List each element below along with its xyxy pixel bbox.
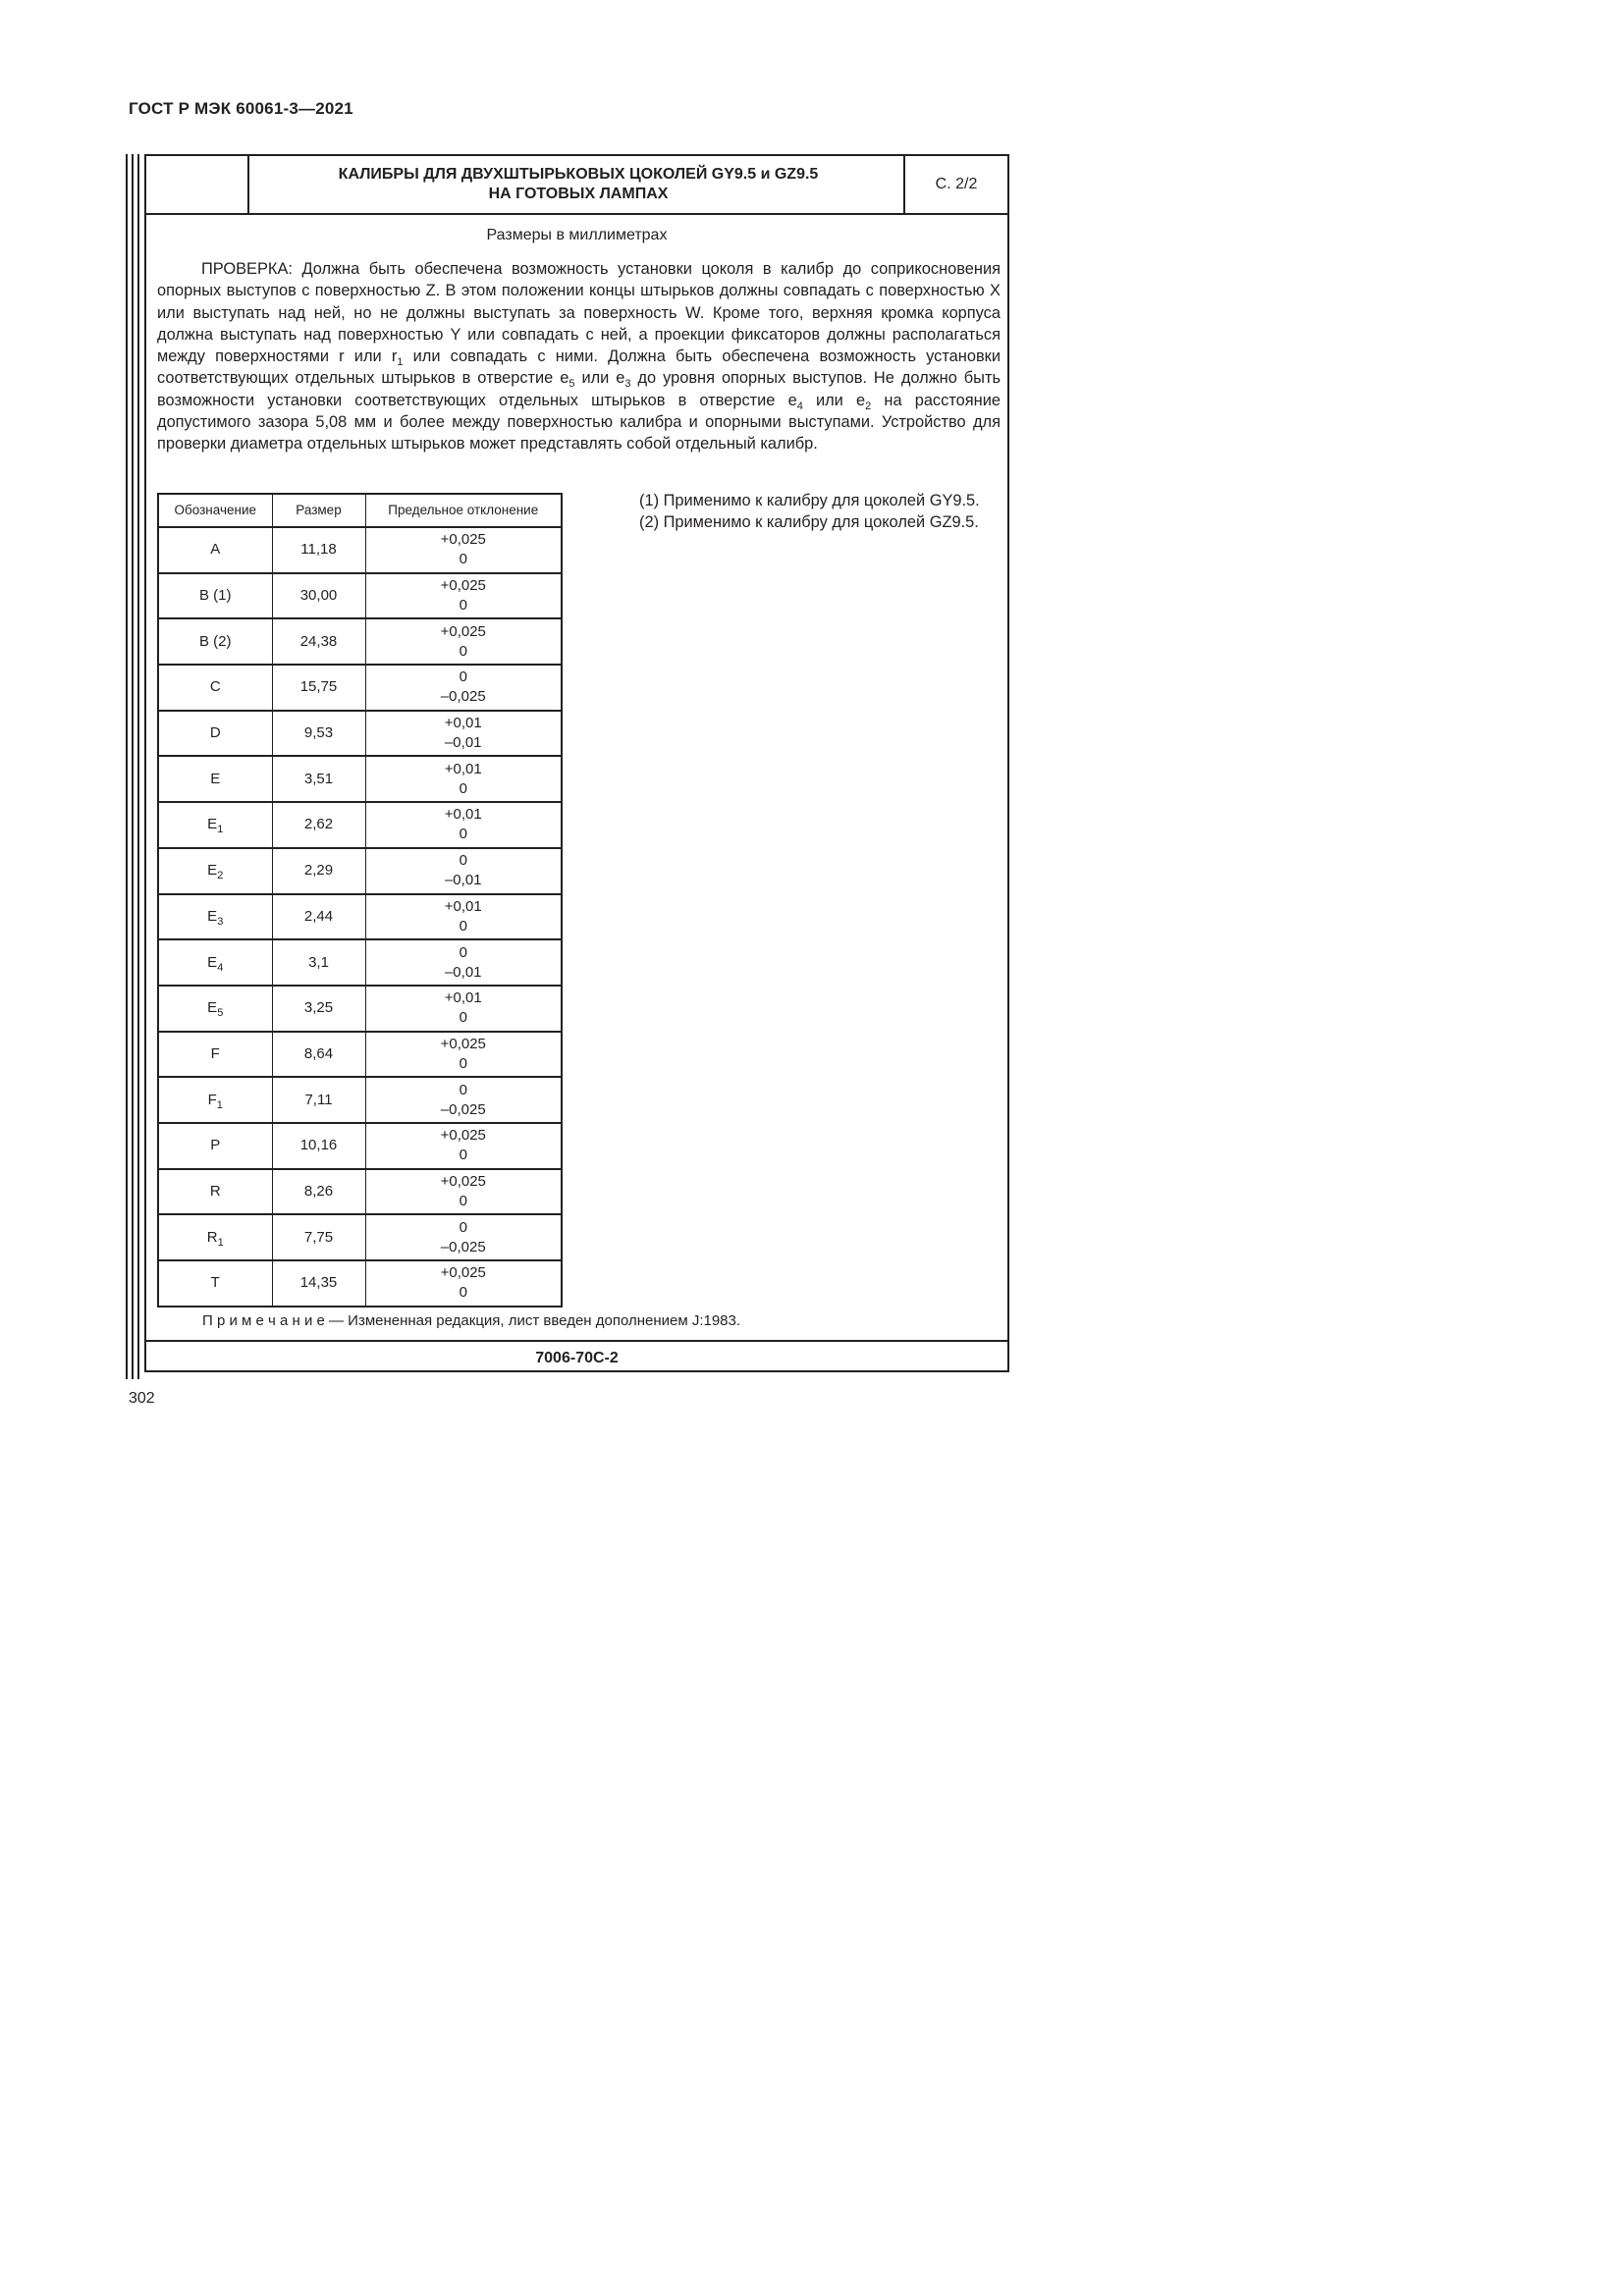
tolerance-lower: 0	[459, 1147, 467, 1164]
designation-cell: $E_4$	[158, 939, 272, 986]
designation-cell: C	[158, 665, 272, 711]
tolerance-lower: 0	[459, 642, 467, 660]
title-row	[146, 156, 1007, 215]
size-cell: 2,29	[272, 848, 365, 894]
tolerance-cell	[365, 711, 562, 757]
tolerance-cell	[365, 1214, 562, 1260]
tolerance-upper: +0,01	[444, 897, 482, 915]
document-header: ГОСТ Р МЭК 60061-3—2021	[129, 99, 353, 118]
footnote: (2) Применимо к калибру для цоколей GZ9.5.	[639, 513, 979, 532]
tolerance-upper: +0,025	[440, 1172, 486, 1190]
tolerance-lower: –0,01	[444, 734, 482, 752]
tolerance-upper: +0,01	[444, 760, 482, 777]
table-row	[158, 573, 562, 619]
tolerance-lower: –0,025	[440, 688, 486, 706]
change-bar	[132, 154, 134, 1379]
tolerance-lower: 0	[459, 1284, 467, 1302]
size-cell: 10,16	[272, 1123, 365, 1169]
tolerance-cell	[365, 848, 562, 894]
tolerance-upper: +0,025	[440, 1127, 486, 1145]
table-row	[158, 1077, 562, 1123]
designation-cell: B (2)	[158, 618, 272, 665]
tolerance-upper: +0,025	[440, 531, 486, 549]
table-row	[158, 1214, 562, 1260]
size-cell: 2,44	[272, 894, 365, 940]
size-cell: 8,26	[272, 1169, 365, 1215]
designation-cell: E	[158, 756, 272, 802]
table-row	[158, 1169, 562, 1215]
tolerance-lower: 0	[459, 779, 467, 797]
tolerance-cell	[365, 1077, 562, 1123]
header-tolerance: Предельное отклонение	[365, 494, 562, 527]
size-cell: 9,53	[272, 711, 365, 757]
table-body	[158, 527, 562, 1307]
size-cell: 15,75	[272, 665, 365, 711]
tolerance-lower: –0,025	[440, 1100, 486, 1118]
table-row	[158, 1260, 562, 1307]
tolerance-lower: 0	[459, 826, 467, 843]
table-row	[158, 527, 562, 573]
designation-cell: B (1)	[158, 573, 272, 619]
change-bar	[137, 154, 139, 1379]
size-cell: 3,1	[272, 939, 365, 986]
size-cell: 30,00	[272, 573, 365, 619]
tolerance-cell	[365, 986, 562, 1032]
tolerance-lower: –0,025	[440, 1238, 486, 1255]
size-cell: 2,62	[272, 802, 365, 848]
sheet-title-line2: НА ГОТОВЫХ ЛАМПАХ	[488, 186, 669, 202]
designation-cell: $E_1$	[158, 802, 272, 848]
tolerance-upper: 0	[459, 1218, 467, 1236]
sheet-page-number: С. 2/2	[903, 156, 1007, 213]
title-blank-cell	[146, 156, 249, 213]
designation-cell: $E_2$	[158, 848, 272, 894]
tolerance-lower: 0	[459, 1054, 467, 1072]
tolerance-cell	[365, 1169, 562, 1215]
tolerance-lower: –0,01	[444, 872, 482, 889]
designation-cell: A	[158, 527, 272, 573]
table-row	[158, 711, 562, 757]
tolerance-upper: +0,025	[440, 1035, 486, 1052]
tolerance-cell	[365, 527, 562, 573]
tolerance-lower: 0	[459, 917, 467, 934]
sheet-title	[249, 156, 907, 213]
size-cell: 14,35	[272, 1260, 365, 1307]
tolerance-cell	[365, 1260, 562, 1307]
designation-cell: D	[158, 711, 272, 757]
tolerance-cell	[365, 802, 562, 848]
tolerance-upper: +0,01	[444, 989, 482, 1007]
designation-cell: $E_5$	[158, 986, 272, 1032]
table-row	[158, 802, 562, 848]
sheet-code: 7006-70C-2	[146, 1340, 1007, 1374]
table-row	[158, 939, 562, 986]
tolerance-cell	[365, 1032, 562, 1078]
check-paragraph: ПРОВЕРКА: Должна быть обеспечена возможность установки цоколя в калибр до соприкосновения опорных выступов с поверхностью Z. В этом положении концы штырьков должны совпадать с поверхностью X или выступать над ней, но не должны выступать за поверхность W. Кроме того, верхняя кромка корпуса должна выступать над поверхностью Y или совпадать с ней, а проекции фиксаторов должны располагаться между поверхностями r или $r_1$ или совпадать с ними. Должна быть обеспечена возможность установки соответствующих отдельных штырьков в отверстие $e_5$ или $e_3$ до уровня опорных выступов. Не должно быть возможности установки соответствующих отдельных штырьков в отверстие $e_4$ или $e_2$ на расстояние допустимого зазора 5,08 мм и более между поверхностью калибра и опорными выступами. Устройство для проверки диаметра отдельных штырьков может представлять собой отдельный калибр.	[157, 260, 1001, 454]
table-row	[158, 665, 562, 711]
page-number: 302	[129, 1390, 155, 1407]
tolerance-lower: –0,01	[444, 963, 482, 981]
tolerance-cell	[365, 1123, 562, 1169]
table-row	[158, 986, 562, 1032]
table-row	[158, 1123, 562, 1169]
size-cell: 24,38	[272, 618, 365, 665]
tolerance-upper: +0,025	[440, 577, 486, 595]
tolerance-cell	[365, 573, 562, 619]
footnote: (1) Применимо к калибру для цоколей GY9.5.	[639, 492, 980, 509]
table-row	[158, 618, 562, 665]
designation-cell: $R_1$	[158, 1214, 272, 1260]
units-caption: Размеры в миллиметрах	[486, 227, 668, 243]
tolerance-upper: +0,025	[440, 622, 486, 640]
tolerance-lower: 0	[459, 551, 467, 568]
size-cell: 3,25	[272, 986, 365, 1032]
table-row	[158, 756, 562, 802]
table-row	[158, 1032, 562, 1078]
tolerance-upper: 0	[459, 943, 467, 961]
sheet-title-line1: КАЛИБРЫ ДЛЯ ДВУХШТЫРЬКОВЫХ ЦОКОЛЕЙ GY9.5 и GZ9.5	[338, 166, 819, 183]
standard-sheet	[144, 154, 1009, 1372]
designation-cell: F	[158, 1032, 272, 1078]
change-bar	[126, 154, 128, 1379]
size-cell: 7,11	[272, 1077, 365, 1123]
designation-cell: $E_3$	[158, 894, 272, 940]
footnotes	[590, 490, 1001, 534]
tolerance-cell	[365, 756, 562, 802]
tolerance-cell	[365, 894, 562, 940]
designation-cell: T	[158, 1260, 272, 1307]
size-cell: 8,64	[272, 1032, 365, 1078]
designation-cell: P	[158, 1123, 272, 1169]
tolerance-lower: 0	[459, 1009, 467, 1027]
tolerance-lower: 0	[459, 597, 467, 614]
tolerance-cell	[365, 939, 562, 986]
header-size: Размер	[272, 494, 365, 527]
tolerance-upper: 0	[459, 668, 467, 686]
tolerance-upper: +0,01	[444, 715, 482, 732]
change-bars	[126, 154, 141, 1379]
tolerance-upper: 0	[459, 1081, 467, 1098]
table-row	[158, 894, 562, 940]
table-row	[158, 848, 562, 894]
tolerance-cell	[365, 665, 562, 711]
designation-cell: R	[158, 1169, 272, 1215]
dimensions-table	[157, 493, 563, 1308]
tolerance-cell	[365, 618, 562, 665]
table-header-row	[158, 494, 562, 527]
size-cell: 11,18	[272, 527, 365, 573]
tolerance-upper: +0,025	[440, 1264, 486, 1282]
size-cell: 7,75	[272, 1214, 365, 1260]
header-designation: Обозначение	[158, 494, 272, 527]
tolerance-upper: +0,01	[444, 806, 482, 824]
designation-cell: $F_1$	[158, 1077, 272, 1123]
tolerance-lower: 0	[459, 1192, 467, 1209]
size-cell: 3,51	[272, 756, 365, 802]
tolerance-upper: 0	[459, 852, 467, 870]
sheet-note: П р и м е ч а н и е — Измененная редакция, лист введен дополнением J:1983.	[202, 1312, 741, 1329]
